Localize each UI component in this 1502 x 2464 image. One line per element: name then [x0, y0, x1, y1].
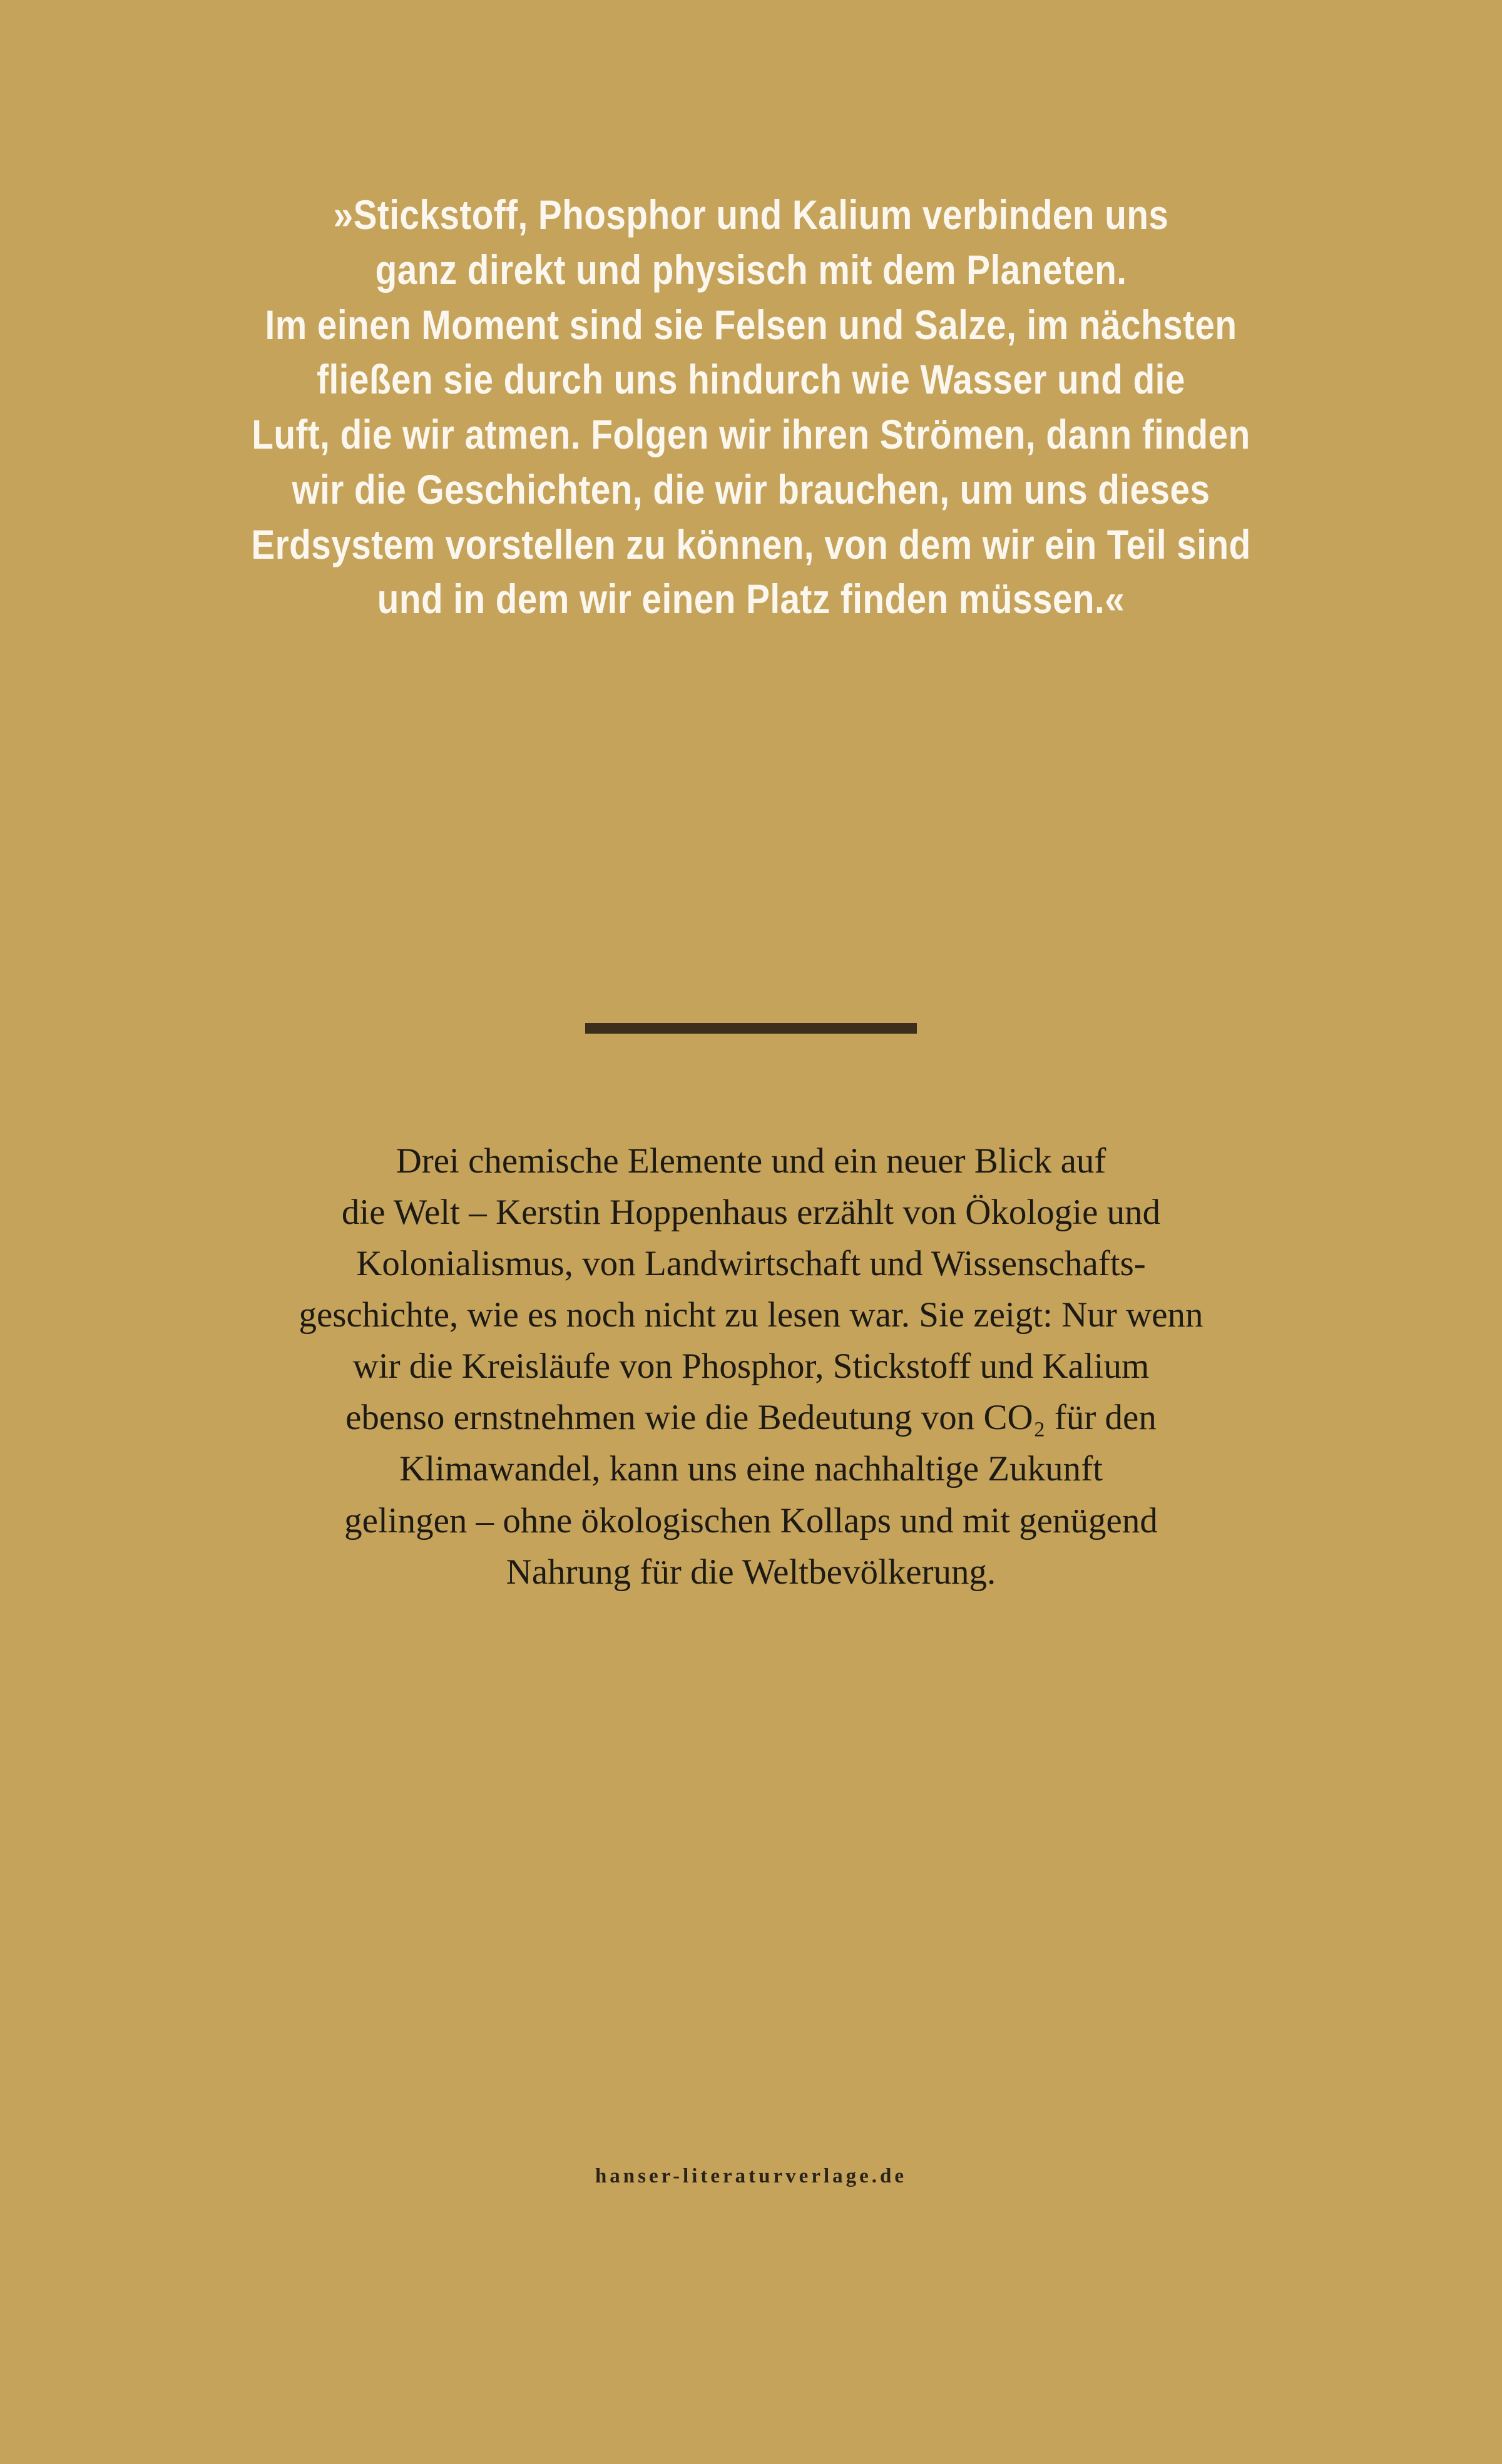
blurb-line: ebenso ernstnehmen wie die Bedeutung von CO₂ für den: [345, 1398, 1157, 1438]
blurb-line: wir die Kreisläufe von Phosphor, Stickstoff und Kalium: [352, 1347, 1150, 1387]
blurb-line: gelingen – ohne ökologischen Kollaps und mit genügend: [344, 1500, 1158, 1540]
quote-line: ganz direkt und physisch mit dem Planeten.: [375, 246, 1127, 293]
footer: [0, 2165, 1502, 2188]
quote-line: Im einen Moment sind sie Felsen und Salze, im nächsten: [265, 301, 1237, 348]
blurb-line: Nahrung für die Weltbevölkerung.: [506, 1552, 996, 1592]
quote-line: wir die Geschichten, die wir brauchen, um uns dieses: [292, 466, 1210, 512]
quote-line: fließen sie durch uns hindurch wie Wasser und die: [317, 356, 1185, 403]
quote-line: »Stickstoff, Phosphor und Kalium verbinden uns: [333, 191, 1169, 238]
blurb-line: Klimawandel, kann uns eine nachhaltige Zukunft: [399, 1449, 1103, 1489]
quote-line: Erdsystem vorstellen zu können, von dem wir ein Teil sind: [251, 521, 1251, 568]
quote-line: Luft, die wir atmen. Folgen wir ihren Strömen, dann finden: [252, 411, 1250, 458]
blurb-line: Drei chemische Elemente und ein neuer Blick auf: [396, 1141, 1106, 1181]
pull-quote: [144, 188, 1358, 627]
divider-bar: [585, 1023, 917, 1034]
quote-line: und in dem wir einen Platz finden müssen.«: [377, 576, 1125, 623]
blurb-text: [156, 1136, 1346, 1598]
divider-rule: [0, 1023, 1502, 1034]
blurb-line: geschichte, wie es noch nicht zu lesen war. Sie zeigt: Nur wenn: [299, 1295, 1203, 1335]
blurb-line: die Welt – Kerstin Hoppenhaus erzählt von Ökologie und: [341, 1193, 1161, 1233]
publisher-url[interactable]: hanser-literaturverlage.de: [595, 2165, 907, 2187]
blurb-line: Kolonialismus, von Landwirtschaft und Wissenschafts-: [356, 1244, 1146, 1284]
